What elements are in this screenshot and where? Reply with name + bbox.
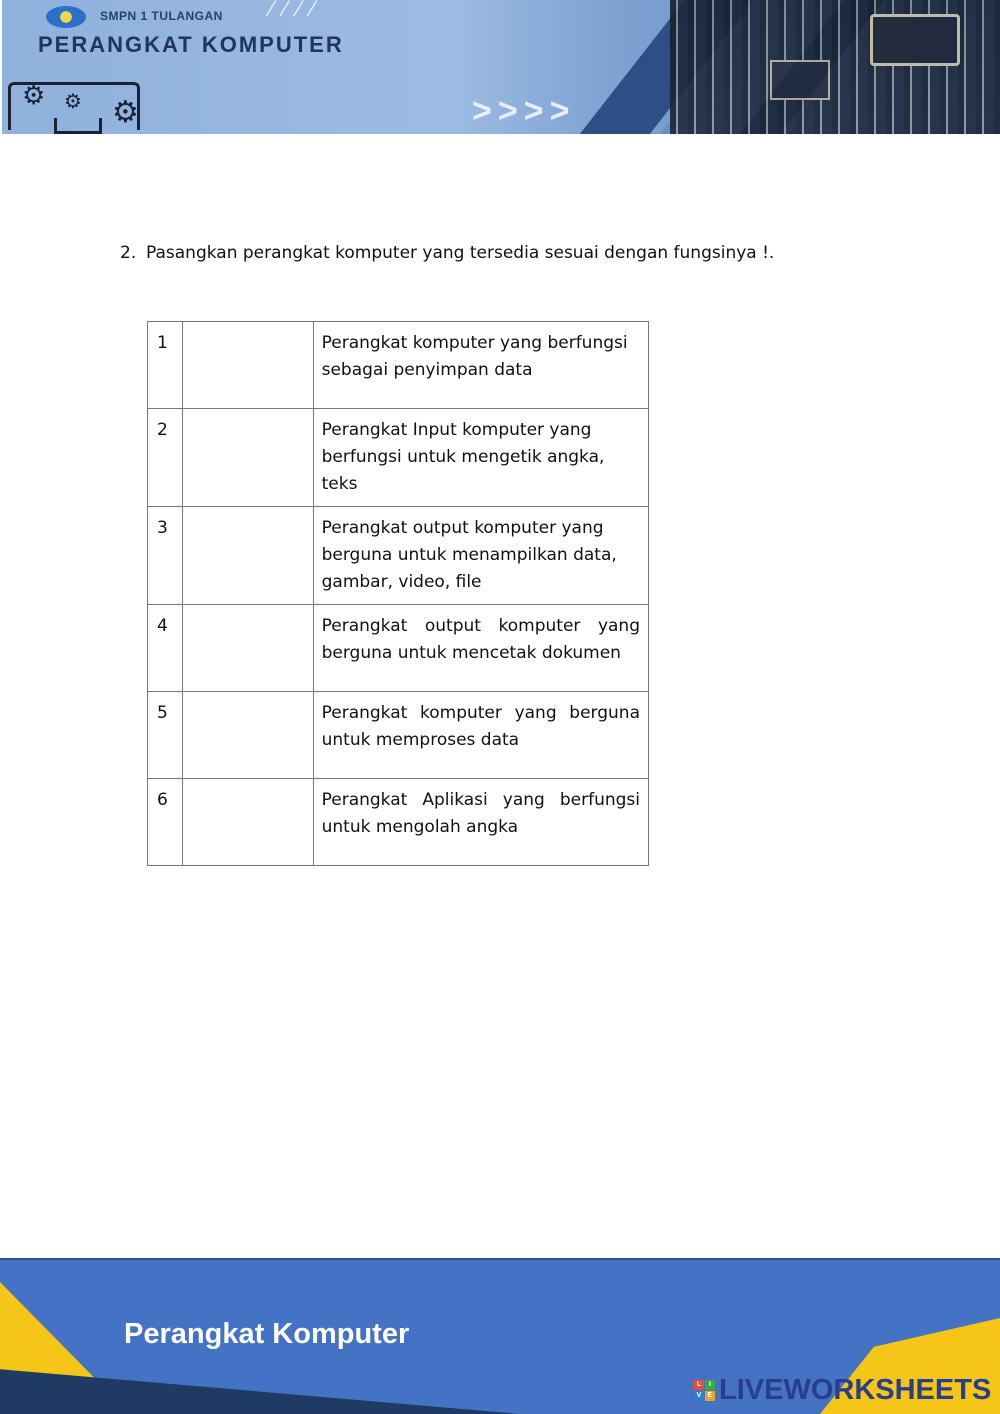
gear-icon: ⚙ bbox=[22, 80, 46, 110]
school-logo-icon bbox=[46, 6, 86, 28]
decorative-lines-icon: ⁄⁄⁄⁄ bbox=[270, 0, 325, 21]
badge-letter: E bbox=[705, 1391, 715, 1401]
chip-graphic bbox=[770, 60, 830, 100]
table-row bbox=[148, 692, 649, 779]
answer-drop-cell[interactable] bbox=[182, 507, 313, 605]
row-description: Perangkat komputer yang berguna untuk memproses data bbox=[313, 692, 648, 779]
row-description: Perangkat komputer yang berfungsi sebagai penyimpan data bbox=[313, 322, 648, 409]
chevron-arrows-icon: >>>> bbox=[472, 92, 576, 130]
chip-graphic bbox=[870, 14, 960, 66]
badge-letter: V bbox=[694, 1391, 704, 1401]
monitor-stand-icon bbox=[54, 118, 102, 134]
matching-table bbox=[147, 321, 649, 866]
badge-letter: I bbox=[705, 1380, 715, 1390]
row-number: 3 bbox=[148, 507, 183, 605]
answer-drop-cell[interactable] bbox=[182, 409, 313, 507]
row-number: 4 bbox=[148, 605, 183, 692]
row-description: Perangkat output komputer yang berguna untuk menampilkan data, gambar, video, file bbox=[313, 507, 648, 605]
school-name: SMPN 1 TULANGAN bbox=[100, 9, 223, 23]
table-row bbox=[148, 409, 649, 507]
liveworksheets-badge-icon bbox=[694, 1380, 715, 1401]
header-title: PERANGKAT KOMPUTER bbox=[38, 32, 344, 57]
row-number: 5 bbox=[148, 692, 183, 779]
table-row bbox=[148, 507, 649, 605]
row-description: Perangkat Input komputer yang berfungsi untuk mengetik angka, teks bbox=[313, 409, 648, 507]
question-prompt bbox=[120, 243, 774, 263]
row-description: Perangkat output komputer yang berguna untuk mencetak dokumen bbox=[313, 605, 648, 692]
row-number: 6 bbox=[148, 779, 183, 866]
header-banner bbox=[2, 0, 1000, 134]
table-row bbox=[148, 605, 649, 692]
answer-drop-cell[interactable] bbox=[182, 322, 313, 409]
table-row bbox=[148, 779, 649, 866]
answer-drop-cell[interactable] bbox=[182, 605, 313, 692]
table-row bbox=[148, 322, 649, 409]
liveworksheets-logo[interactable] bbox=[694, 1374, 991, 1407]
row-number: 2 bbox=[148, 409, 183, 507]
row-number: 1 bbox=[148, 322, 183, 409]
footer-banner bbox=[0, 1258, 1000, 1414]
badge-letter: L bbox=[694, 1380, 704, 1390]
row-description: Perangkat Aplikasi yang berfungsi untuk mengolah angka bbox=[313, 779, 648, 866]
circuit-board-image bbox=[670, 0, 1000, 134]
answer-drop-cell[interactable] bbox=[182, 692, 313, 779]
question-text: Pasangkan perangkat komputer yang tersedia sesuai dengan fungsinya !. bbox=[146, 243, 775, 263]
answer-drop-cell[interactable] bbox=[182, 779, 313, 866]
footer-divider bbox=[0, 1258, 1000, 1260]
footer-title: Perangkat Komputer bbox=[124, 1318, 410, 1350]
gear-icon: ⚙ bbox=[64, 91, 82, 113]
question-number: 2. bbox=[120, 243, 137, 263]
liveworksheets-wordmark: LIVEWORKSHEETS bbox=[719, 1374, 992, 1406]
gear-icon: ⚙ bbox=[112, 96, 139, 129]
